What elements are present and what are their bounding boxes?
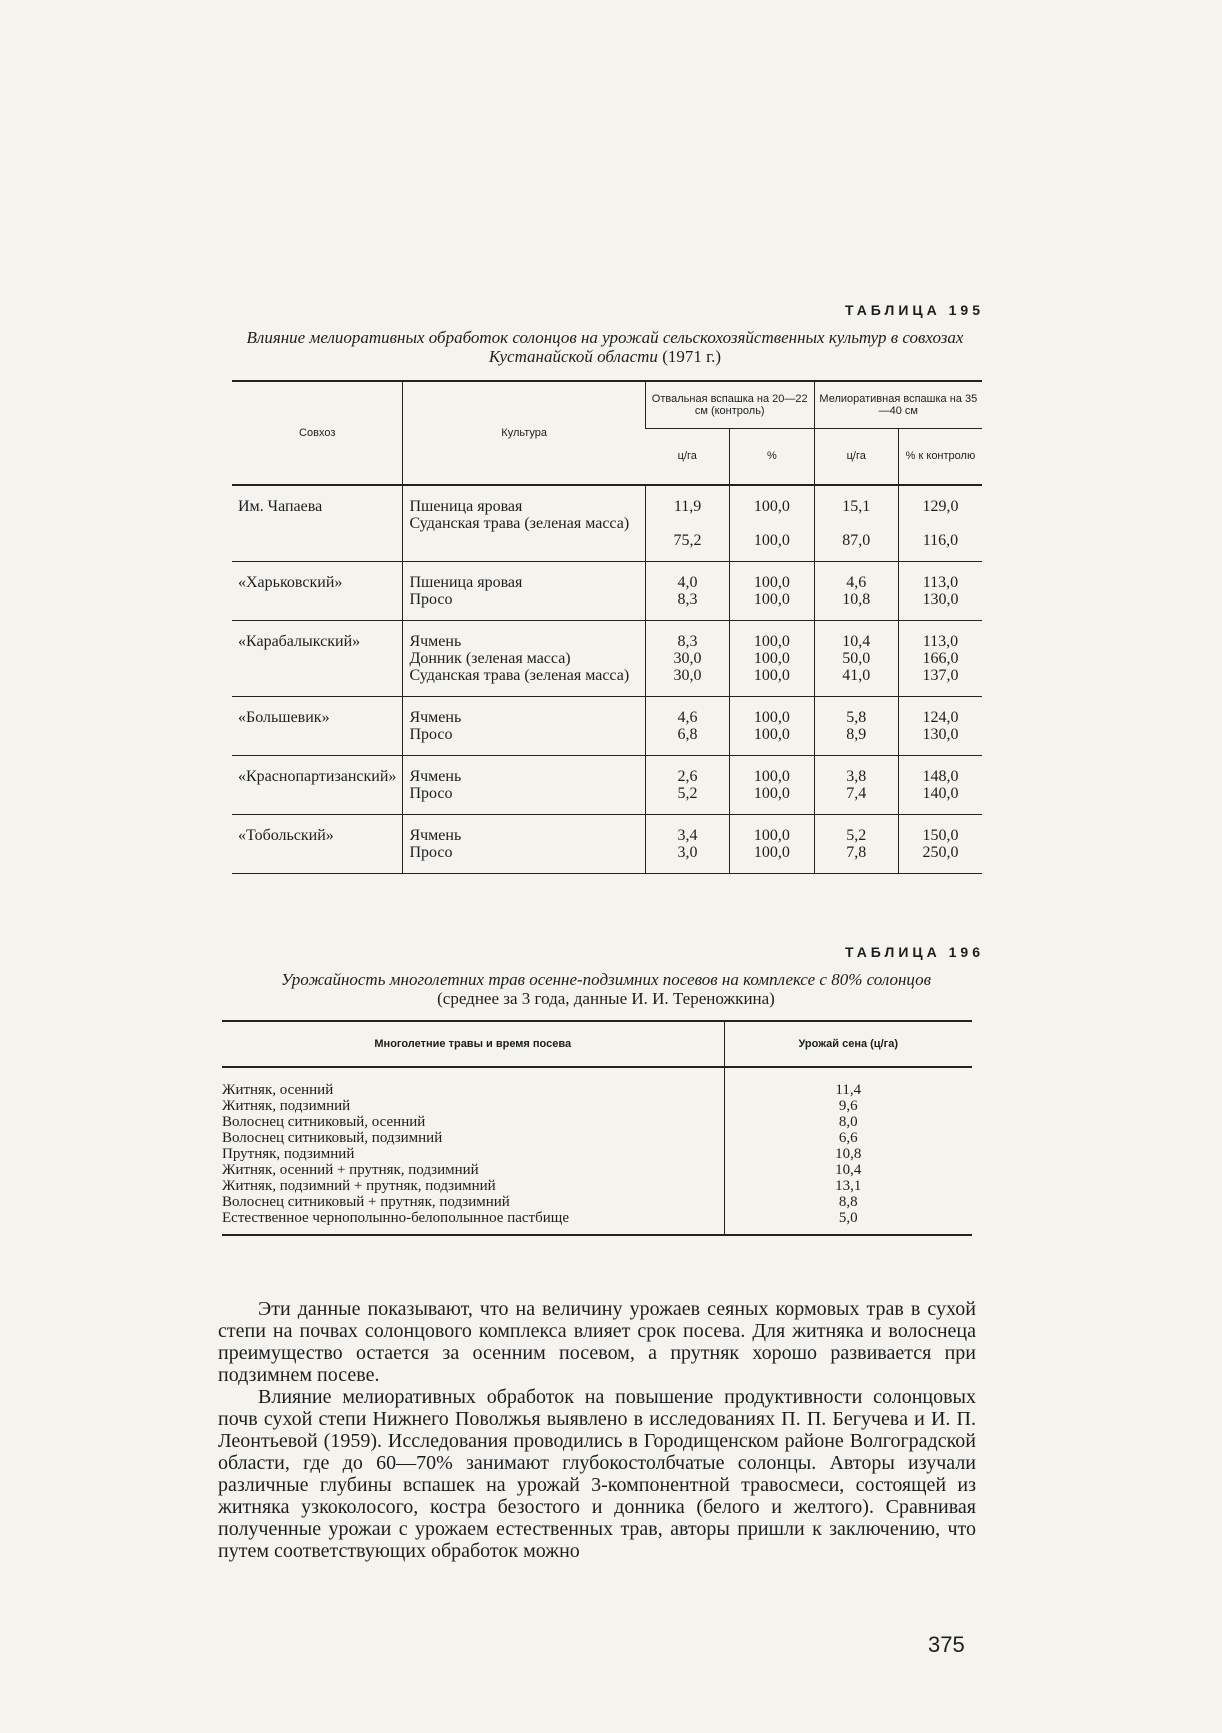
control-yield: 11,9 (673, 497, 702, 515)
table-196-caption (216, 970, 996, 1008)
farm-name: «Большевик» (238, 708, 330, 726)
yield-value: 10,4 (835, 1162, 862, 1178)
list-item: Прутняк, подзимний (222, 1146, 355, 1162)
amel-yield: 4,6 (846, 573, 867, 591)
crop-item: Пшеница яровая (409, 573, 523, 591)
control-yield: 75,2 (673, 531, 702, 549)
control-yield: 30,0 (673, 666, 702, 684)
control-pct: 100,0 (753, 784, 790, 802)
control-yield: 8,3 (677, 590, 698, 608)
amel-yield: 8,9 (846, 725, 867, 743)
amel-pct: 250,0 (922, 843, 959, 861)
amel-yield: 5,8 (846, 708, 867, 726)
control-yield: 6,8 (677, 725, 698, 743)
control-pct: 100,0 (753, 843, 790, 861)
table-196-number: ТАБЛИЦА 196 (845, 944, 984, 960)
table-196-caption-text: Урожайность многолетних трав осенне-подзимних посевов на комплексе с 80% солонцов (281, 970, 931, 989)
control-pct: 100,0 (753, 826, 790, 844)
list-item: Естественное чернополынно-белополынное пастбище (222, 1210, 569, 1226)
control-pct: 100,0 (753, 666, 790, 684)
amel-yield: 50,0 (842, 649, 871, 667)
header-hay-yield: Урожай сена (ц/га) (724, 1021, 972, 1067)
crop-item: Суданская трава (зеленая масса) (409, 514, 630, 532)
crop-item: Ячмень (409, 632, 462, 650)
yield-value: 13,1 (835, 1178, 862, 1194)
amel-yield: 87,0 (842, 531, 871, 549)
amel-pct: 137,0 (922, 666, 959, 684)
table-row (232, 485, 982, 562)
control-pct: 100,0 (753, 590, 790, 608)
control-pct: 100,0 (753, 497, 790, 515)
table-row (232, 755, 982, 814)
amel-pct: 130,0 (922, 590, 959, 608)
header-amel-yield: ц/га (814, 429, 898, 485)
amel-yield: 7,4 (846, 784, 867, 802)
crop-item: Ячмень (409, 708, 462, 726)
amel-pct: 140,0 (922, 784, 959, 802)
table-row (232, 620, 982, 696)
page-number: 375 (928, 1632, 965, 1657)
amel-yield: 7,8 (846, 843, 867, 861)
crop-item: Пшеница яровая (409, 497, 523, 515)
table-row (232, 814, 982, 873)
list-item: Волоснец ситниковый, подзимний (222, 1130, 443, 1146)
table-195-caption (220, 328, 990, 366)
control-pct: 100,0 (753, 725, 790, 743)
amel-yield: 3,8 (846, 767, 867, 785)
control-pct: 100,0 (753, 649, 790, 667)
table-196 (222, 1020, 972, 1236)
control-pct: 100,0 (753, 767, 790, 785)
amel-pct: 148,0 (922, 767, 959, 785)
header-control-group: Отвальная вспашка на 20—22 см (контроль) (645, 381, 814, 429)
control-pct: 100,0 (753, 632, 790, 650)
amel-yield: 41,0 (842, 666, 871, 684)
crop-item: Ячмень (409, 767, 462, 785)
crop-item: Просо (409, 843, 453, 861)
paragraph: Эти данные показывают, что на величину урожаев сеяных кормовых трав в сухой степи на почвах солонцового комплекса влияет срок посева. Для житняка и волоснеца преимущество остается за осенним посевом, а прутняк хорошо развивается при подзимнем посеве. (218, 1298, 976, 1386)
control-yield: 3,4 (677, 826, 698, 844)
yield-value: 8,0 (838, 1114, 858, 1130)
header-control-yield: ц/га (645, 429, 729, 485)
yield-value: 8,8 (838, 1194, 858, 1210)
amel-pct: 113,0 (922, 632, 959, 650)
list-item: Житняк, подзимний + прутняк, подзимний (222, 1178, 496, 1194)
table-195-caption-text: Влияние мелиоративных обработок солонцов на урожай сельскохозяйственных культур в совхозах Кустанайской области (246, 328, 964, 366)
crop-item: Суданская трава (зеленая масса) (409, 666, 630, 684)
list-item: Житняк, подзимний (222, 1098, 351, 1114)
crop-item: Просо (409, 590, 453, 608)
header-amel-pct: % к контролю (898, 429, 982, 485)
crop-item: Ячмень (409, 826, 462, 844)
yield-value: 10,8 (835, 1146, 862, 1162)
table-195 (232, 380, 982, 874)
amel-pct: 130,0 (922, 725, 959, 743)
farm-name: «Краснопартизанский» (238, 767, 397, 785)
header-crop: Культура (403, 381, 645, 485)
control-yield: 3,0 (677, 843, 698, 861)
control-yield: 5,2 (677, 784, 698, 802)
amel-yield: 5,2 (846, 826, 867, 844)
crop-item: Просо (409, 784, 453, 802)
yield-value: 11,4 (835, 1082, 862, 1098)
table-195-number: ТАБЛИЦА 195 (845, 302, 984, 318)
farm-name: Им. Чапаева (238, 497, 323, 515)
table-row (232, 696, 982, 755)
amel-pct: 129,0 (922, 497, 959, 515)
yield-value: 5,0 (838, 1210, 858, 1226)
paragraph: Влияние мелиоративных обработок на повышение продуктивности солонцовых почв сухой степи Нижнего Поволжья выявлено в исследованиях П. П. Бегучева и И. П. Леонтьевой (1959). Исследования проводились в Городищенском районе Волгоградской области, где до 60—70% занимают глубокостолбчатые солонцы. Авторы изучали различные глубины вспашек на урожай 3-компонентной травосмеси, состоящей из житняка узкоколосого, костра безостого и донника (белого и желтого). Сравнивая полученные урожаи с урожаем естественных трав, авторы пришли к заключению, что путем соответствующих обработок можно (218, 1386, 976, 1562)
amel-yield: 10,4 (842, 632, 871, 650)
farm-name: «Харьковский» (238, 573, 343, 591)
control-yield: 2,6 (677, 767, 698, 785)
body-text (218, 1298, 976, 1562)
grass-list (222, 1067, 724, 1235)
amel-yield: 10,8 (842, 590, 871, 608)
control-yield: 30,0 (673, 649, 702, 667)
list-item: Житняк, осенний + прутняк, подзимний (222, 1162, 479, 1178)
control-pct: 100,0 (753, 573, 790, 591)
table-row (232, 561, 982, 620)
list-item: Волоснец ситниковый + прутняк, подзимний (222, 1194, 510, 1210)
amel-pct: 116,0 (922, 531, 959, 549)
control-yield: 4,6 (677, 708, 698, 726)
table-row (222, 1067, 972, 1235)
header-farm: Совхоз (232, 381, 403, 485)
table-196-caption-source: (среднее за 3 года, данные И. И. Тереножкина) (437, 989, 775, 1008)
amel-pct: 124,0 (922, 708, 959, 726)
header-grass: Многолетние травы и время посева (222, 1021, 724, 1067)
control-yield: 8,3 (677, 632, 698, 650)
control-yield: 4,0 (677, 573, 698, 591)
control-pct: 100,0 (753, 708, 790, 726)
list-item: Волоснец ситниковый, осенний (222, 1114, 426, 1130)
yield-list (724, 1067, 972, 1235)
yield-value: 9,6 (838, 1098, 858, 1114)
table-195-caption-year: (1971 г.) (662, 347, 722, 366)
farm-name: «Тобольский» (238, 826, 334, 844)
crop-list (403, 485, 645, 562)
amel-pct: 113,0 (922, 573, 959, 591)
yield-value: 6,6 (838, 1130, 858, 1146)
crop-item: Просо (409, 725, 453, 743)
amel-yield: 15,1 (842, 497, 871, 515)
header-amelioration-group: Мелиоративная вспашка на 35—40 см (814, 381, 982, 429)
farm-name: «Карабалыкский» (238, 632, 361, 650)
list-item: Житняк, осенний (222, 1082, 334, 1098)
crop-item: Донник (зеленая масса) (409, 649, 571, 667)
header-control-pct: % (730, 429, 814, 485)
control-pct: 100,0 (753, 531, 790, 549)
amel-pct: 166,0 (922, 649, 959, 667)
amel-pct: 150,0 (922, 826, 959, 844)
